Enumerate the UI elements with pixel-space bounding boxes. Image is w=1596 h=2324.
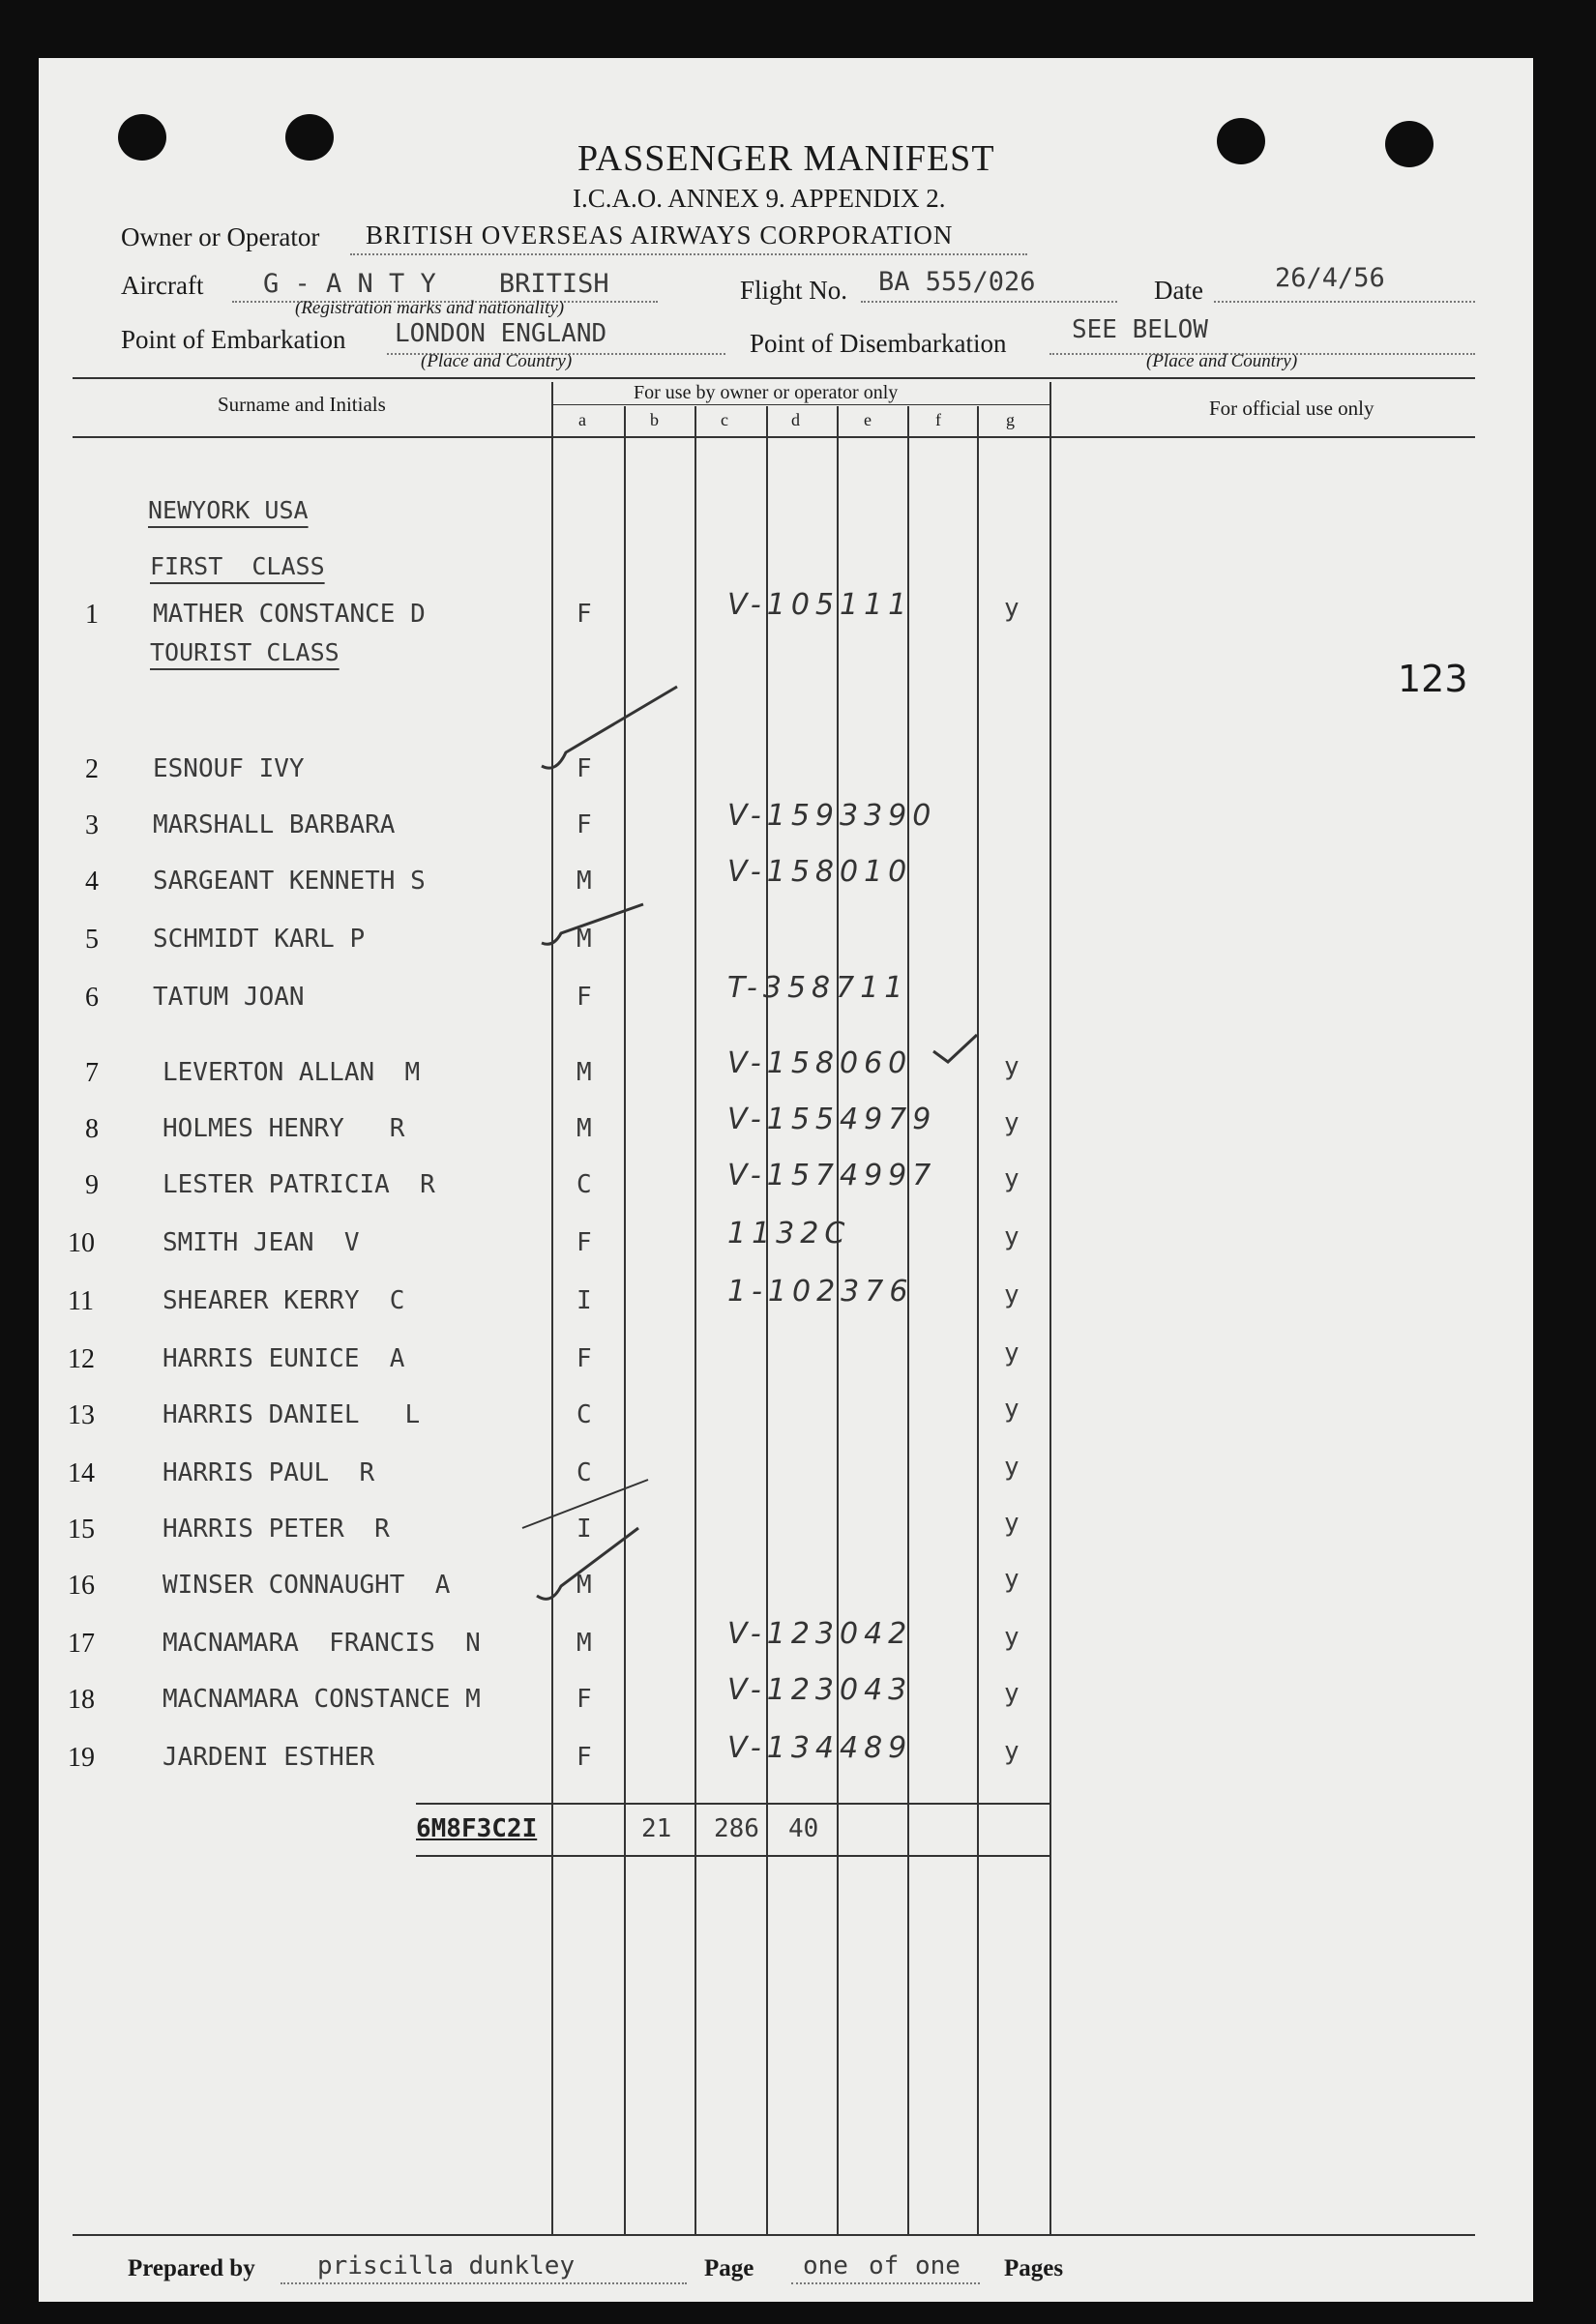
official-number: 123 [1398,658,1468,700]
passenger-sex: F [576,754,592,783]
passenger-sex: C [576,1400,592,1429]
passenger-name: JARDENI ESTHER [163,1743,375,1772]
row-number: 19 [68,1743,95,1773]
passenger-name: MARSHALL BARBARA [153,810,396,839]
passenger-sex: F [576,1228,592,1257]
passenger-sex: F [576,810,592,839]
row-number: 12 [68,1344,95,1374]
passenger-sex: F [576,1743,592,1772]
page-value: one [803,2251,848,2280]
aircraft-note: (Registration marks and nationality) [295,298,565,318]
page-label: Page [704,2255,754,2281]
passenger-name: WINSER CONNAUGHT A [163,1571,451,1600]
flight-value: BA 555/026 [878,267,1036,297]
passenger-name: ESNOUF IVY [153,754,305,783]
passenger-sex: M [576,1571,592,1600]
row-number: 18 [68,1685,95,1715]
passenger-name: HARRIS EUNICE A [163,1344,405,1373]
row-number: 10 [68,1228,95,1258]
disembarkation-note: (Place and Country) [1146,351,1298,371]
row-number: 11 [68,1286,94,1316]
passenger-sex: M [576,1114,592,1143]
col-g-mark: y [1004,1737,1020,1766]
passenger-name: SMITH JEAN V [163,1228,360,1257]
row-number: 1 [85,600,99,630]
passenger-name: LEVERTON ALLAN M [163,1058,421,1087]
passenger-sex: F [576,600,592,629]
col-b-header: b [650,410,659,429]
passenger-name: LESTER PATRICIA R [163,1170,435,1199]
col-g-mark: y [1004,1280,1020,1309]
col-f-header: f [935,410,941,429]
disembarkation-value: SEE BELOW [1072,315,1208,344]
passenger-sex: I [576,1515,592,1544]
col-d-header: d [791,410,800,429]
passenger-sex: C [576,1170,592,1199]
totals-col-c: 286 [714,1814,759,1843]
page-title: PASSENGER MANIFEST [577,138,995,179]
row-number: 9 [85,1170,99,1200]
col-g-header: g [1006,410,1015,429]
passenger-sex: F [576,1685,592,1714]
row-number: 5 [85,925,99,955]
passenger-sex: C [576,1458,592,1487]
row-number: 15 [68,1515,95,1544]
passenger-name: HARRIS DANIEL L [163,1400,421,1429]
tourist-class-label: TOURIST CLASS [150,638,340,666]
owner-label: Owner or Operator [121,222,320,251]
passenger-name: MATHER CONSTANCE D [153,600,426,629]
row-number: 16 [68,1571,95,1601]
ticket-number: V-134489 [727,1731,913,1765]
col-g-mark: y [1004,1623,1020,1652]
date-label: Date [1154,276,1203,305]
col-g-mark: y [1004,1108,1020,1137]
passenger-sex: I [576,1286,592,1315]
date-value: 26/4/56 [1275,263,1385,293]
ticket-number: V-123042 [727,1617,913,1651]
col-g-mark: y [1004,1222,1020,1251]
ticket-number: 1-102376 [727,1275,914,1309]
official-use-header: For official use only [1209,397,1374,420]
passenger-sex: M [576,867,592,896]
passenger-sex: M [576,1058,592,1087]
passenger-name: SARGEANT KENNETH S [153,867,426,896]
passenger-sex: F [576,1344,592,1373]
ticket-number: V-123043 [727,1673,913,1707]
ticket-number: V-1574997 [727,1159,937,1192]
col-g-mark: y [1004,1395,1020,1424]
owner-value: BRITISH OVERSEAS AIRWAYS CORPORATION [366,221,954,250]
surname-header: Surname and Initials [218,393,386,416]
aircraft-value: G - A N T Y BRITISH [263,269,609,299]
passenger-name: HARRIS PAUL R [163,1458,375,1487]
row-number: 13 [68,1400,95,1430]
passenger-sex: M [576,925,592,954]
passenger-name: HARRIS PETER R [163,1515,390,1544]
passenger-name: MACNAMARA CONSTANCE M [163,1685,481,1714]
col-a-header: a [578,410,586,429]
totals-col-b: 21 [641,1814,672,1843]
passenger-sex: F [576,983,592,1012]
col-e-header: e [864,410,872,429]
col-g-mark: y [1004,1339,1020,1368]
ticket-number: V-158010 [727,855,913,889]
row-number: 8 [85,1114,99,1144]
aircraft-label: Aircraft [121,271,204,300]
ticket-number: V-1554979 [727,1103,937,1136]
passenger-name: SCHMIDT KARL P [153,925,366,954]
col-g-mark: y [1004,594,1020,623]
prepared-by-value: priscilla dunkley [317,2251,576,2280]
page-subtitle: I.C.A.O. ANNEX 9. APPENDIX 2. [573,184,946,213]
row-number: 17 [68,1629,95,1659]
row-number: 7 [85,1058,99,1088]
embarkation-note: (Place and Country) [421,351,573,371]
ticket-number: V-1593390 [727,799,937,833]
col-g-mark: y [1004,1565,1020,1594]
totals-summary: 6M8F3C2I [416,1814,538,1843]
col-c-header: c [721,410,728,429]
first-class-label: FIRST CLASS [150,552,325,580]
ticket-number: T-358711 [727,971,909,1005]
passenger-name: MACNAMARA FRANCIS N [163,1629,481,1658]
disembarkation-label: Point of Disembarkation [750,329,1007,358]
col-g-mark: y [1004,1509,1020,1538]
row-number: 3 [85,810,99,840]
ticket-number: 1132C [727,1217,851,1250]
owner-use-header: For use by owner or operator only [634,382,899,403]
pages-label: Pages [1004,2255,1064,2281]
of-label: of [869,2251,900,2280]
passenger-sex: M [576,1629,592,1658]
row-number: 14 [68,1458,95,1488]
passenger-name: HOLMES HENRY R [163,1114,405,1143]
flight-label: Flight No. [740,276,848,305]
ticket-number: V-105111 [727,588,913,622]
embarkation-value: LONDON ENGLAND [395,319,607,348]
ticket-number: V-158060 [727,1046,913,1080]
of-value: one [915,2251,961,2280]
passenger-name: TATUM JOAN [153,983,305,1012]
passenger-name: SHEARER KERRY C [163,1286,405,1315]
col-g-mark: y [1004,1453,1020,1482]
col-g-mark: y [1004,1052,1020,1081]
row-number: 4 [85,867,99,897]
col-g-mark: y [1004,1164,1020,1193]
embarkation-label: Point of Embarkation [121,325,346,354]
destination-label: NEWYORK USA [148,496,309,524]
col-g-mark: y [1004,1679,1020,1708]
row-number: 6 [85,983,99,1013]
prepared-by-label: Prepared by [128,2255,255,2281]
totals-col-d: 40 [788,1814,819,1843]
row-number: 2 [85,754,99,784]
